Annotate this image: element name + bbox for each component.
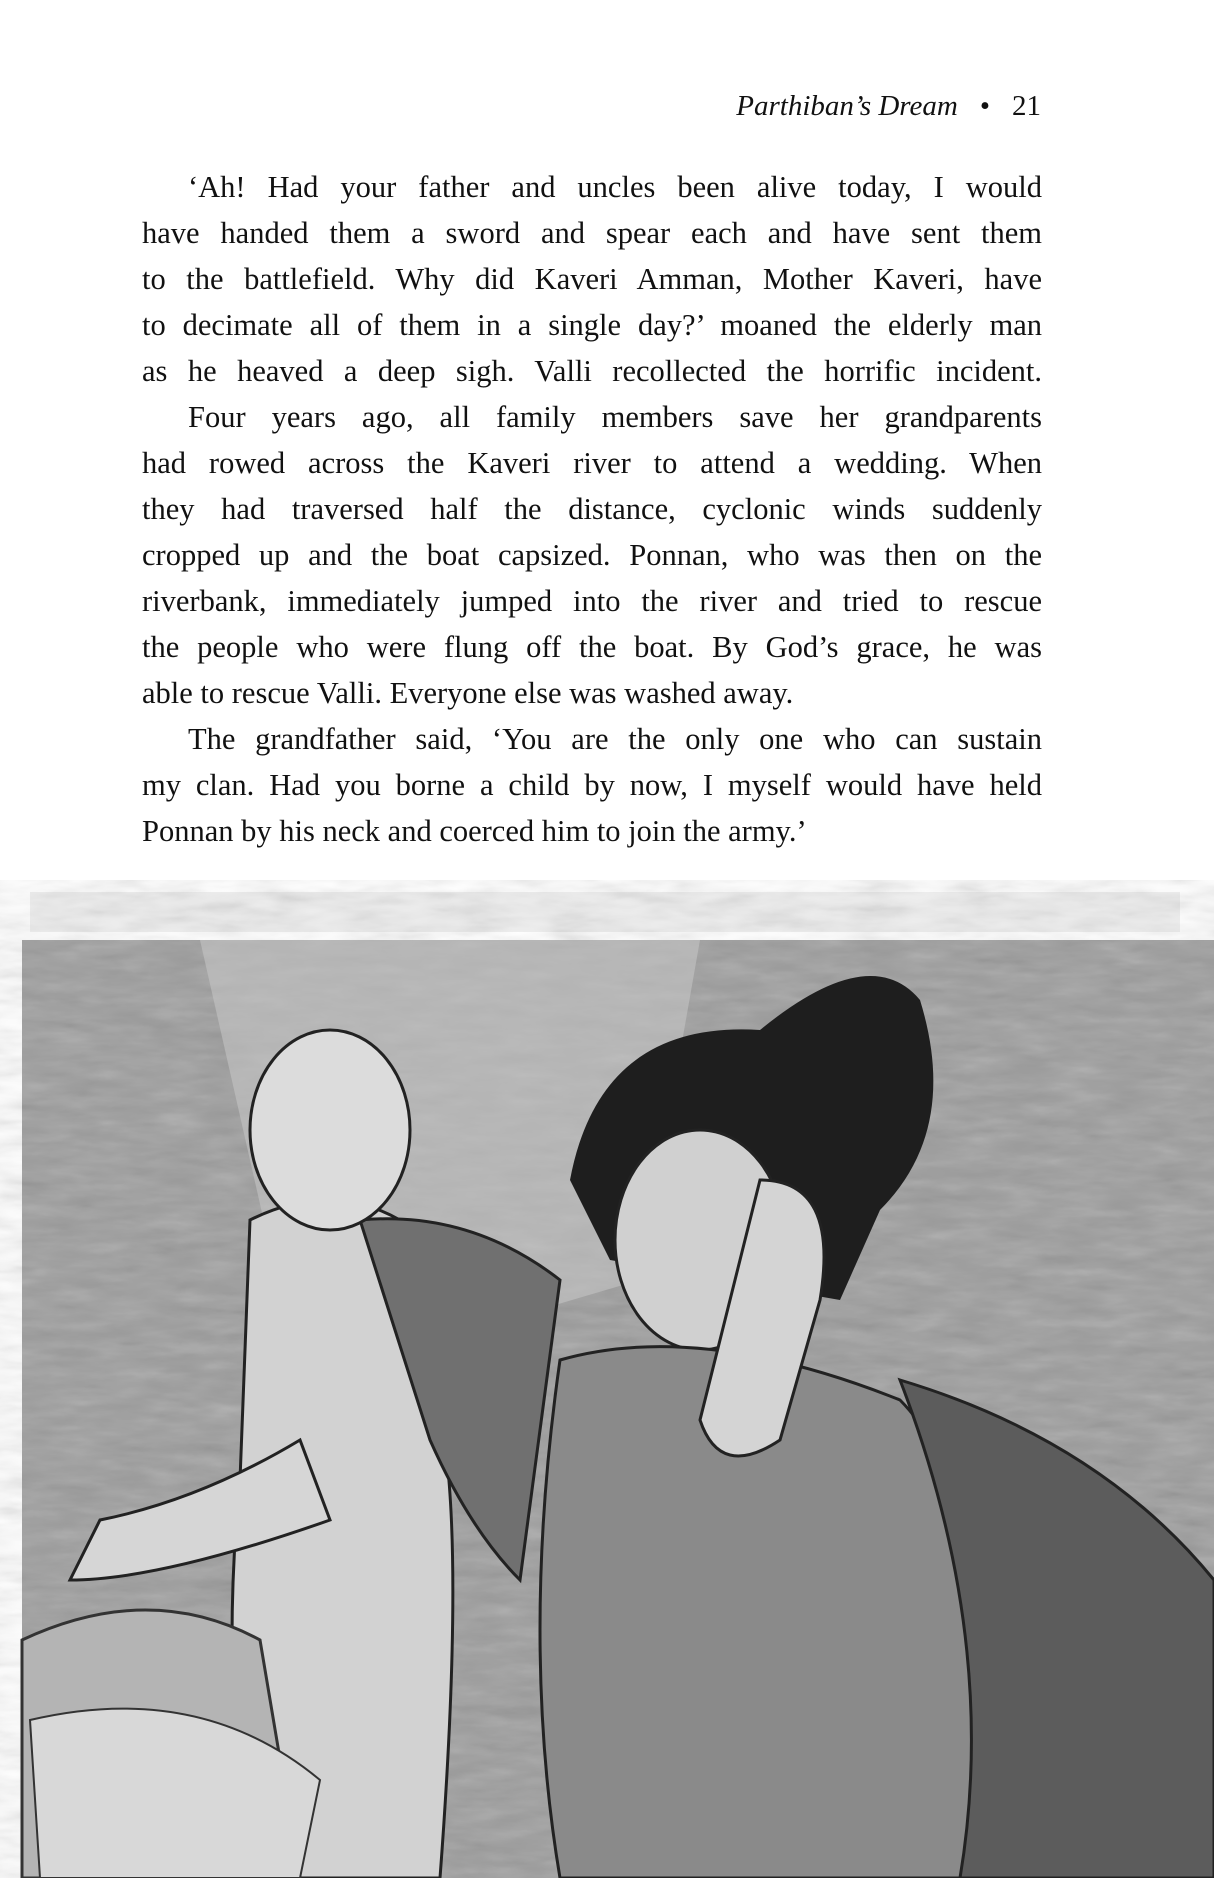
text-line: The grandfather said, ‘You are the only one who can sustain	[188, 722, 1042, 756]
old-man-head	[250, 1030, 410, 1230]
body-text	[142, 164, 1042, 854]
text-line: to the battlefield. Why did Kaveri Amman, Mother Kaveri, have	[142, 262, 1042, 296]
text-line: Ponnan by his neck and coerced him to join the army.’	[142, 814, 807, 848]
text-line: to decimate all of them in a single day?’ moaned the elderly man	[142, 308, 1042, 342]
page-number: 21	[1012, 90, 1041, 122]
text-line: cropped up and the boat capsized. Ponnan, who was then on the	[142, 538, 1042, 572]
text-line: they had traversed half the distance, cyclonic winds suddenly	[142, 492, 1042, 526]
text-line: the people who were flung off the boat. By God’s grace, he was	[142, 630, 1042, 664]
text-line: riverbank, immediately jumped into the river and tried to rescue	[142, 584, 1042, 618]
running-title: Parthiban’s Dream	[736, 90, 958, 122]
faded-bleed-through	[30, 892, 1180, 932]
illustration	[0, 880, 1214, 1878]
text-line: Four years ago, all family members save her grandparents	[188, 400, 1042, 434]
text-line: my clan. Had you borne a child by now, I myself would have held	[142, 768, 1042, 802]
text-line: had rowed across the Kaveri river to attend a wedding. When	[142, 446, 1042, 480]
text-line: able to rescue Valli. Everyone else was washed away.	[142, 676, 794, 710]
text-line: ‘Ah! Had your father and uncles been alive today, I would	[188, 170, 1042, 204]
running-header	[736, 90, 1041, 123]
text-line: as he heaved a deep sigh. Valli recollected the horrific incident.	[142, 354, 1042, 388]
text-line: have handed them a sword and spear each and have sent them	[142, 216, 1042, 250]
paragraph	[142, 716, 1042, 854]
paragraph	[142, 394, 1042, 716]
paragraph	[142, 164, 1042, 394]
header-separator: •	[979, 90, 990, 122]
